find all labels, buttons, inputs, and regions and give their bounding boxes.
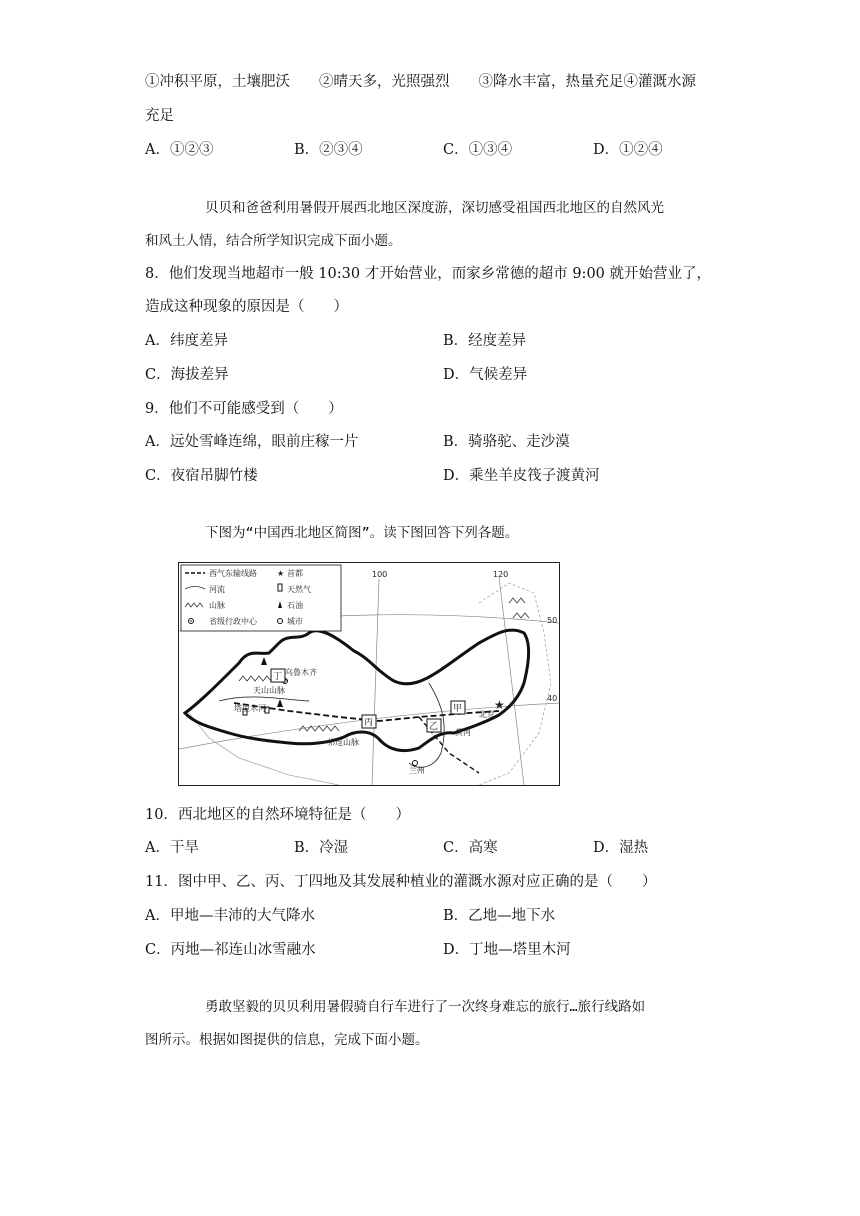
q8-option-c: C．海拔差异 <box>145 367 229 383</box>
svg-text:丙: 丙 <box>364 718 374 728</box>
tarim-river <box>219 697 309 701</box>
label-urumqi: 乌鲁木齐 <box>285 668 317 677</box>
map-legend <box>181 565 341 631</box>
passage1-line1: 贝贝和爸爸利用暑假开展西北地区深度游，深切感受祖国西北地区的自然风光 <box>205 200 664 216</box>
northwest-china-map <box>178 562 560 786</box>
lanzhou-marker-icon <box>413 761 418 766</box>
northwest-region-boundary <box>185 630 529 750</box>
q9-option-b: B．骑骆驼、走沙漠 <box>443 434 570 450</box>
q8-option-b: B．经度差异 <box>443 333 527 349</box>
qilian-mountains <box>299 726 339 731</box>
marker-ding <box>271 669 285 682</box>
oil-icon <box>261 657 267 665</box>
q11-stem: 11．图中甲、乙、丙、丁四地及其发展种植业的灌溉水源对应正确的是（ ） <box>145 874 657 890</box>
greater-khingan-mountains <box>509 598 529 618</box>
marker-jia <box>451 701 465 714</box>
q11-option-a: A．甲地—丰沛的大气降水 <box>145 908 315 924</box>
q8-stem-line1: 8．他们发现当地超市一般 10:30 才开始营业，而家乡常德的超市 9:00 就开始营业了， <box>145 266 712 282</box>
marker-yi <box>427 719 441 732</box>
label-yellow-river: 黄河 <box>455 728 471 737</box>
passage2-line1: 下图为“中国西北地区简图”。读下图回答下列各题。 <box>205 525 519 541</box>
q10-option-a: A．干旱 <box>145 840 199 856</box>
q10-option-c: C．高寒 <box>443 840 498 856</box>
q9-option-a: A．远处雪峰连绵，眼前庄稼一片 <box>145 434 359 450</box>
q11-option-d: D．丁地—塔里木河 <box>443 942 571 958</box>
legend-river: 河流 <box>209 585 225 594</box>
longitude-line-120 <box>499 577 524 785</box>
south-border <box>189 713 339 785</box>
legend-oil: 石油 <box>287 601 303 610</box>
legend-capital: 首都 <box>287 569 303 578</box>
lon-label-120: 120 <box>493 570 509 579</box>
legend-city: 城市 <box>287 617 303 626</box>
label-beijing: 北京 <box>479 710 495 719</box>
q9-option-c: C．夜宿吊脚竹楼 <box>145 468 258 484</box>
svg-text:丁: 丁 <box>273 672 283 682</box>
legend-capital-star-icon: ★ <box>277 569 285 578</box>
q8-stem-line2: 造成这种现象的原因是（ ） <box>145 299 348 315</box>
longitude-line-100 <box>372 579 379 785</box>
passage3-line2: 图所示。根据如图提供的信息，完成下面小题。 <box>145 1032 429 1048</box>
q7-choices-line2: 充足 <box>145 108 174 124</box>
q10-stem: 10．西北地区的自然环境特征是（ ） <box>145 807 410 823</box>
oil-icon <box>277 699 283 707</box>
passage1-line2: 和风土人情，结合所学知识完成下面小题。 <box>145 233 402 249</box>
label-tarim-river: 塔里木河 <box>234 704 266 713</box>
q7-option-b: B．②③④ <box>294 142 363 158</box>
label-qilian: 祁连山脉 <box>327 738 359 747</box>
svg-text:乙: 乙 <box>429 722 439 732</box>
q7-option-d: D．①②④ <box>593 142 663 158</box>
q11-option-c: C．丙地—祁连山冰雪融水 <box>145 942 316 958</box>
q8-option-a: A．纬度差异 <box>145 333 228 349</box>
legend-mountain: 山脉 <box>209 601 225 610</box>
capital-star-icon: ★ <box>494 698 505 712</box>
marker-bing <box>362 715 376 728</box>
q9-option-d: D．乘坐羊皮筏子渡黄河 <box>443 468 600 484</box>
label-tianshan: 天山山脉 <box>253 686 285 695</box>
q11-option-b: B．乙地—地下水 <box>443 908 556 924</box>
q8-option-d: D．气候差异 <box>443 367 528 383</box>
q10-option-b: B．冷湿 <box>294 840 349 856</box>
passage3-line1: 勇敢坚毅的贝贝利用暑假骑自行车进行了一次终身难忘的旅行…旅行线路如 <box>205 999 646 1015</box>
label-lanzhou: 兰州 <box>409 766 425 775</box>
q9-stem: 9．他们不可能感受到（ ） <box>145 401 343 417</box>
svg-text:甲: 甲 <box>453 704 463 714</box>
lon-label-100: 100 <box>372 570 388 579</box>
lat-label-50: 50 <box>547 616 558 625</box>
lat-label-40: 40 <box>547 694 558 703</box>
q7-option-c: C．①③④ <box>443 142 513 158</box>
east-border <box>479 583 551 785</box>
q7-choices-line1: ①冲积平原，土壤肥沃 ②晴天多，光照强烈 ③降水丰富，热量充足④灌溉水源 <box>145 74 696 90</box>
legend-gas: 天然气 <box>287 585 311 594</box>
q10-option-d: D．湿热 <box>593 840 649 856</box>
legend-pipeline: 西气东输线路 <box>209 569 257 578</box>
legend-provincial-center: 省级行政中心 <box>209 617 257 626</box>
q7-option-a: A．①②③ <box>145 142 214 158</box>
